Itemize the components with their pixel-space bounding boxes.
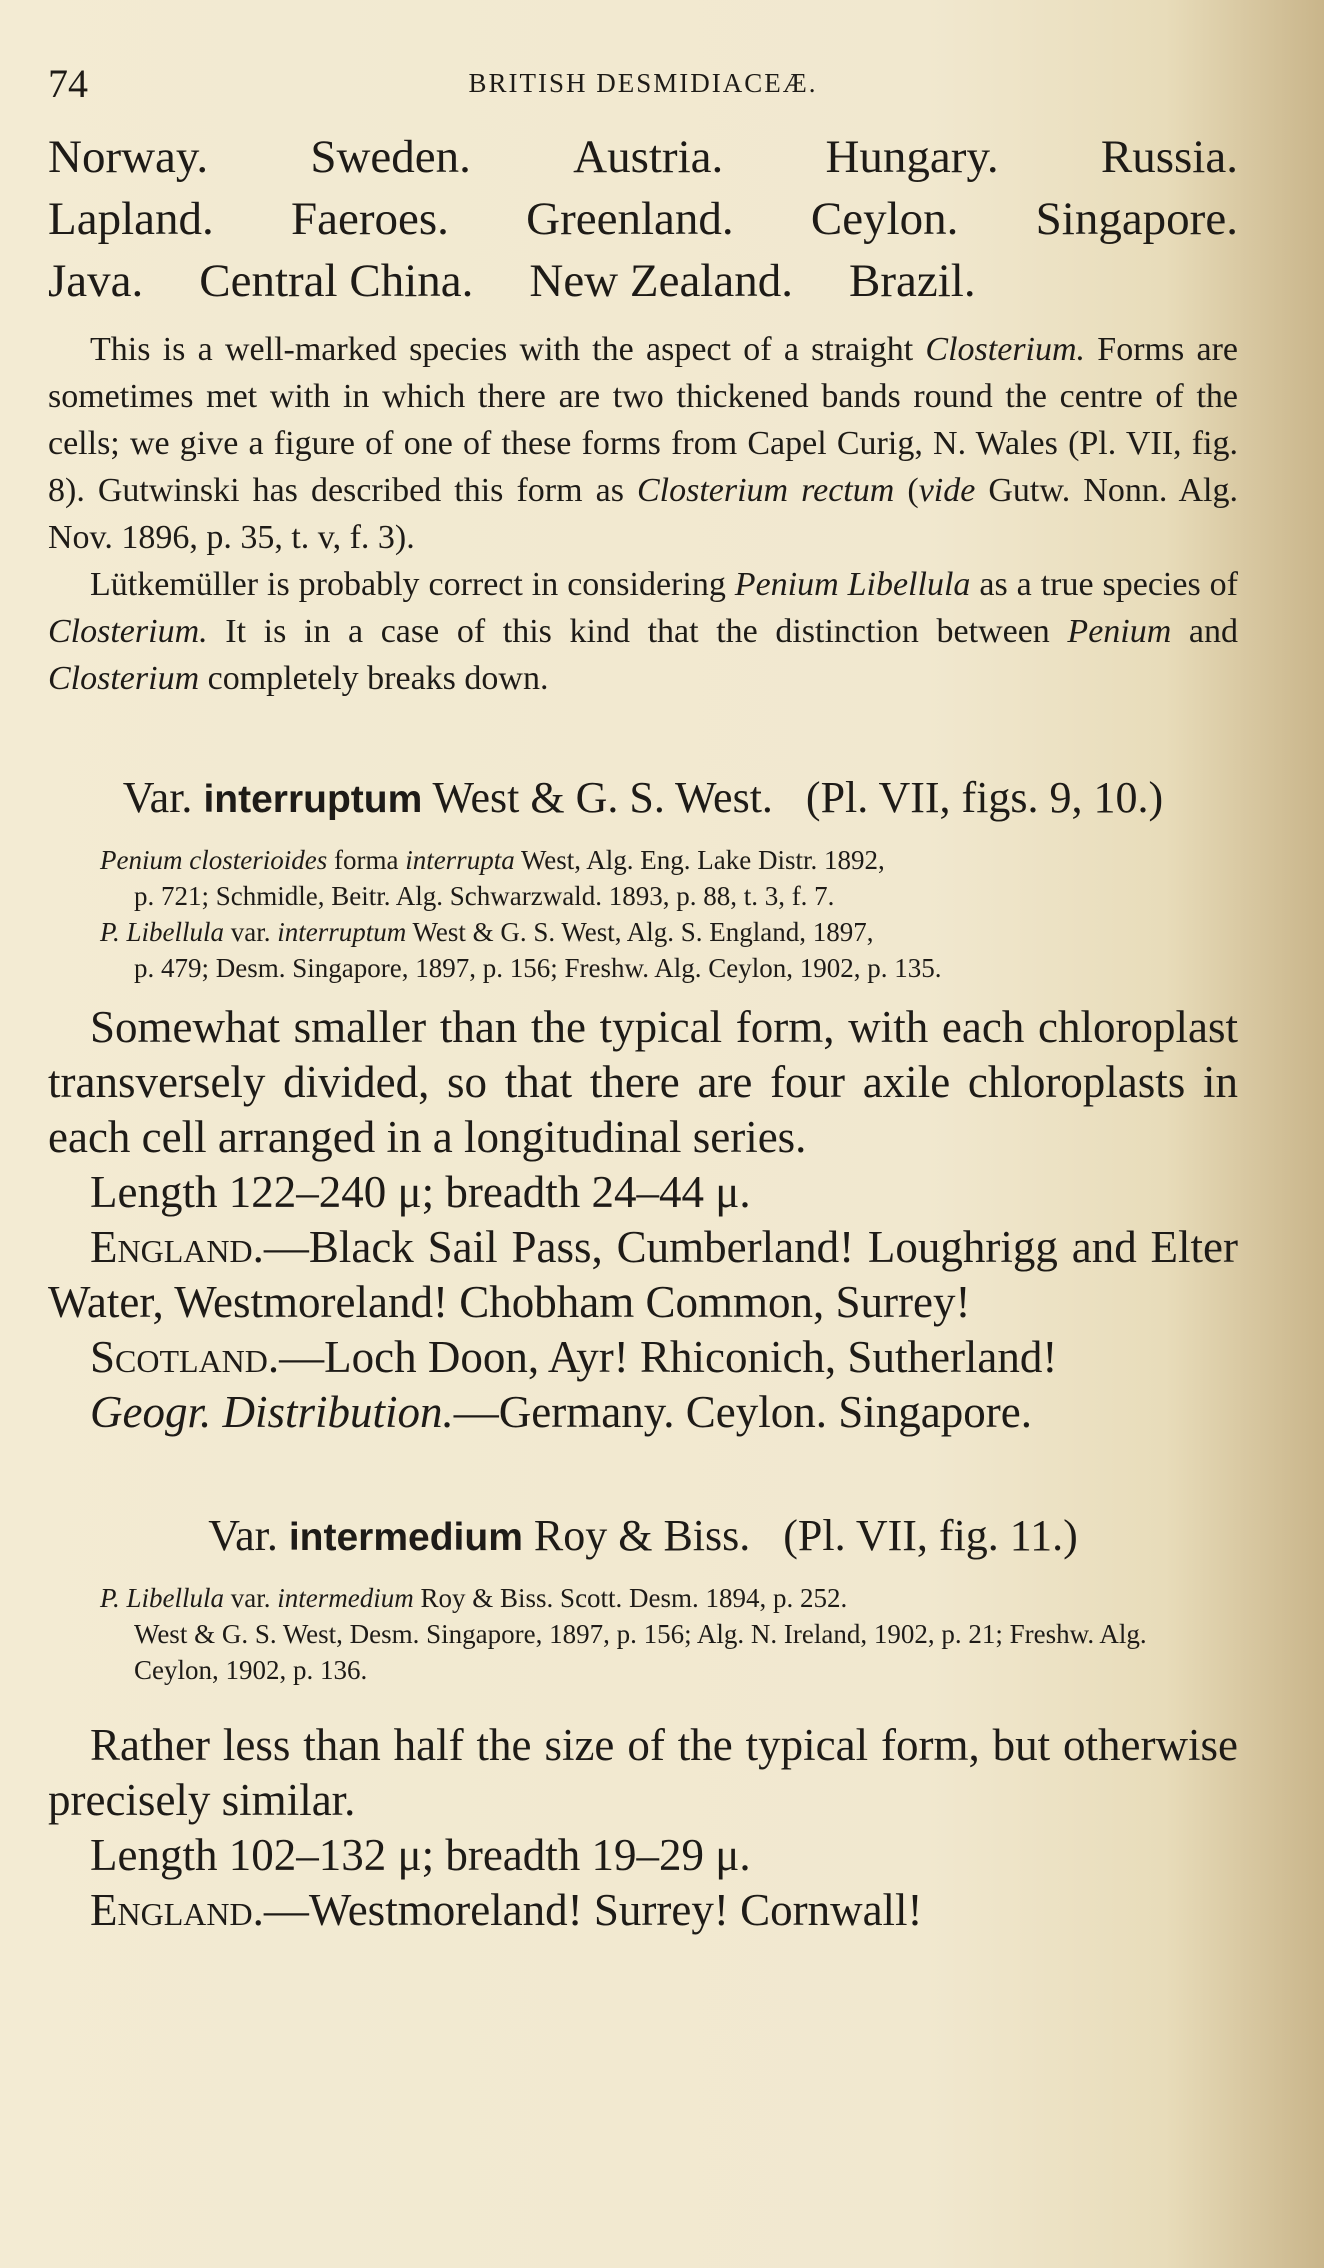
- country: Greenland.: [526, 193, 734, 245]
- region-label: Scotland.: [90, 1332, 280, 1382]
- text: West, Alg. Eng. Lake Distr. 1892,: [514, 845, 885, 875]
- text: and: [1171, 613, 1238, 650]
- var-prefix: Var.: [208, 1511, 278, 1560]
- country: Singapore.: [1035, 193, 1238, 245]
- measurements: Length 102–132 μ; breadth 19–29 μ.: [90, 1830, 751, 1880]
- distribution-list: [48, 126, 1238, 312]
- country: Java.: [48, 255, 144, 307]
- text: Gutw. Nonn. Alg. Nov. 1896, p. 35, t. v, f. 3).: [48, 472, 1238, 556]
- country: Russia.: [1100, 131, 1238, 183]
- country: Hungary.: [825, 131, 999, 183]
- country: Ceylon.: [810, 193, 959, 245]
- italic-text: P. Libellula: [100, 917, 225, 947]
- variety-authority: Roy & Biss.: [522, 1511, 751, 1560]
- italic-text: vide: [918, 472, 976, 509]
- text: (: [894, 472, 919, 509]
- geographic-distribution: [48, 1385, 1238, 1440]
- synonymy-references: [100, 842, 1238, 986]
- region-text: —Black Sail Pass, Cumberland! Loughrigg and Elter Water, Westmoreland! Chobham Common, Surrey!: [48, 1222, 1238, 1327]
- italic-text: interrupta: [405, 845, 515, 875]
- variety-name: interruptum: [203, 778, 423, 821]
- text: Forms are sometimes met with in which there are two thickened bands round the centre of the cells; we give a figure of one of these forms from Capel Curig, N. Wales (Pl. VII, fig. 8). Gutwinski has described this form as: [48, 331, 1238, 509]
- text: It is in a case of this kind that the distinction between: [207, 613, 1068, 650]
- reference-entry: [100, 914, 1238, 950]
- text: forma: [327, 845, 406, 875]
- synonymy-references: [100, 1580, 1238, 1688]
- variety-heading-intermedium: [48, 1508, 1238, 1566]
- text: completely breaks down.: [199, 660, 549, 697]
- scotland-records: [48, 1330, 1238, 1385]
- spacer: [48, 312, 1238, 326]
- italic-text: Penium Libellula: [734, 566, 971, 603]
- country: Norway.: [48, 131, 209, 183]
- distribution-row: [48, 126, 1238, 188]
- england-records: [48, 1883, 1238, 1938]
- italic-text: Penium: [1067, 613, 1172, 650]
- italic-label: Geogr. Distribution.: [90, 1387, 454, 1437]
- var-prefix: Var.: [122, 773, 193, 822]
- page-content: [48, 40, 1238, 1938]
- spacer: [48, 828, 1238, 842]
- country: New Zealand.: [529, 255, 793, 307]
- italic-text: Penium closterioides: [100, 845, 328, 875]
- region-text: —Germany. Ceylon. Singapore.: [453, 1387, 1032, 1437]
- reference-continuation: p. 479; Desm. Singapore, 1897, p. 156; Freshw. Alg. Ceylon, 1902, p. 135.: [134, 953, 942, 983]
- england-records: [48, 1220, 1238, 1330]
- text: This is a well-marked species with the aspect of a straight: [90, 331, 926, 368]
- distribution-row: [48, 250, 1238, 312]
- country: Lapland.: [48, 193, 214, 245]
- region-text: —Westmoreland! Surrey! Cornwall!: [263, 1885, 923, 1935]
- spacer: [48, 1440, 1238, 1508]
- text: West & G. S. West, Alg. S. England, 1897,: [406, 917, 874, 947]
- italic-text: Closterium.: [48, 613, 208, 650]
- country: Sweden.: [310, 131, 471, 183]
- variety-description: Somewhat smaller than the typical form, with each chloroplast transversely divided, so that there are four axile chloroplasts in each cell arranged in a longitudinal series.: [48, 1002, 1238, 1162]
- plate-reference: (Pl. VII, fig. 11.): [783, 1511, 1078, 1560]
- italic-text: Closterium rectum: [636, 472, 895, 509]
- country: Central China.: [199, 255, 474, 307]
- page-header: [48, 40, 1238, 120]
- text: var.: [224, 1583, 278, 1613]
- country: Austria.: [573, 131, 724, 183]
- region-label: England.: [90, 1885, 264, 1935]
- reference-entry: [100, 1580, 1238, 1616]
- region-text: —Loch Doon, Ayr! Rhiconich, Sutherland!: [279, 1332, 1058, 1382]
- spacer: [48, 1688, 1238, 1718]
- reference-continuation: p. 721; Schmidle, Beitr. Alg. Schwarzwald. 1893, p. 88, t. 3, f. 7.: [134, 881, 835, 911]
- text: Lütkemüller is probably correct in considering: [90, 566, 735, 603]
- reference-continuation: West & G. S. West, Desm. Singapore, 1897, p. 156; Alg. N. Ireland, 1902, p. 21; Freshw. Alg. Ceylon, 1902, p. 136.: [134, 1619, 1147, 1685]
- italic-text: intermedium: [277, 1583, 414, 1613]
- italic-text: interruptum: [277, 917, 407, 947]
- text: Roy & Biss. Scott. Desm. 1894, p. 252.: [413, 1583, 848, 1613]
- country: Faeroes.: [290, 193, 449, 245]
- variety-name: intermedium: [288, 1516, 523, 1559]
- distribution-row: [48, 188, 1238, 250]
- measurements: Length 122–240 μ; breadth 24–44 μ.: [90, 1167, 751, 1217]
- text: var.: [224, 917, 278, 947]
- italic-text: Closterium: [48, 660, 200, 697]
- spacer: [48, 1566, 1238, 1580]
- variety-heading-interruptum: [48, 770, 1238, 828]
- text: as a true species of: [970, 566, 1238, 603]
- variety-authority: West & G. S. West.: [422, 773, 773, 822]
- plate-reference: (Pl. VII, figs. 9, 10.): [805, 773, 1164, 822]
- page-number: 74: [48, 61, 88, 106]
- variety-description: Rather less than half the size of the typical form, but otherwise precisely similar.: [48, 1720, 1238, 1825]
- reference-entry: [100, 842, 1238, 878]
- paragraph-lutkemuller: [48, 561, 1238, 702]
- paragraph-species-note: [48, 326, 1238, 561]
- italic-text: Closterium.: [925, 331, 1086, 368]
- spacer: [48, 986, 1238, 1000]
- country: Brazil.: [848, 255, 976, 307]
- italic-text: P. Libellula: [100, 1583, 225, 1613]
- spacer: [48, 702, 1238, 770]
- running-head: BRITISH DESMIDIACEÆ.: [468, 68, 818, 98]
- region-label: England.: [90, 1222, 264, 1272]
